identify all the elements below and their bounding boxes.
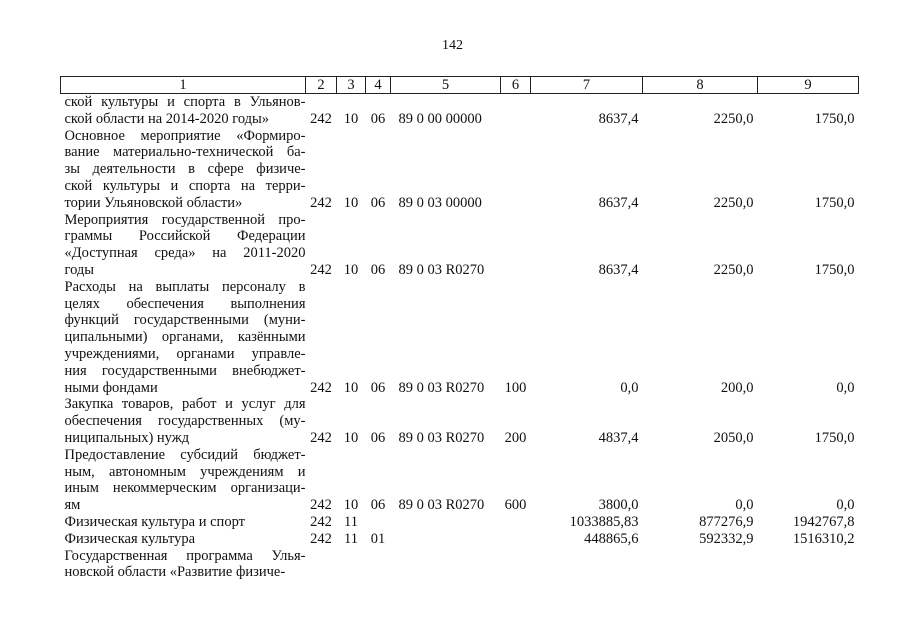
description-line: Государственная программа Улья-: [64, 547, 306, 564]
amount-col-8: [643, 548, 758, 582]
description-line: ния государственными внебюджет-: [64, 362, 306, 379]
amount-col-8: 0,0: [735, 497, 754, 514]
page-number: 142: [442, 38, 463, 53]
header-col-2: 2: [306, 77, 337, 94]
subsection-code: 06: [370, 379, 386, 396]
row-description: [61, 94, 306, 128]
amount-col-7: 0,0: [620, 379, 639, 396]
description-line: зы деятельности в сфере физиче-: [64, 161, 306, 178]
table-row: [61, 447, 859, 514]
description-line: Расходы на выплаты персоналу в: [64, 278, 306, 295]
expense-type-code: [501, 128, 531, 212]
header-col-7: 7: [531, 77, 643, 94]
section-code: 10: [343, 379, 359, 396]
description-line: Физическая культура: [64, 530, 196, 547]
grbs-code: 242: [310, 530, 332, 547]
amount-col-8: 2050,0: [713, 429, 754, 446]
description-line: Основное мероприятие «Формиро-: [64, 127, 306, 144]
target-article-code: [391, 548, 501, 582]
row-description: [61, 396, 306, 446]
description-line: ниципальных) нужд: [64, 429, 190, 446]
section-code: 10: [343, 194, 359, 211]
subsection-code: 06: [370, 194, 386, 211]
grbs-code: 242: [310, 110, 332, 127]
header-col-3: 3: [337, 77, 366, 94]
table-header: [61, 77, 859, 94]
description-line: ям: [64, 497, 81, 514]
header-col-6: 6: [501, 77, 531, 94]
grbs-code: 242: [310, 379, 332, 396]
grbs-code: [306, 548, 337, 582]
expense-type-code: [501, 548, 531, 582]
description-line: Мероприятия государственной про-: [64, 211, 306, 228]
budget-table-sheet: [60, 76, 858, 581]
grbs-code: 242: [310, 497, 332, 514]
subsection-code: [366, 548, 391, 582]
description-line: вание материально-технической ба-: [64, 144, 306, 161]
subsection-code: 06: [370, 497, 386, 514]
description-line: Закупка товаров, работ и услуг для: [64, 396, 306, 413]
table-row: [61, 94, 859, 128]
target-article-code: 89 0 03 R0270: [398, 429, 485, 446]
target-article-code: 89 0 03 R0270: [398, 261, 485, 278]
description-line: функций государственными (муни-: [64, 312, 306, 329]
table-row: [61, 396, 859, 446]
amount-col-8: 200,0: [720, 379, 754, 396]
description-line: иным некоммерческим организаци-: [64, 480, 306, 497]
row-description: [61, 212, 306, 279]
description-line: ными фондами: [64, 379, 158, 396]
row-description: [61, 548, 306, 582]
target-article-code: 89 0 00 00000: [398, 110, 482, 127]
amount-col-7: 8637,4: [598, 110, 639, 127]
amount-col-8: 2250,0: [713, 261, 754, 278]
table-row: [61, 279, 859, 397]
header-row: [61, 77, 859, 94]
amount-col-7: [531, 548, 643, 582]
table-row: [61, 548, 859, 582]
amount-col-9: 1942767,8: [792, 513, 855, 530]
section-code: 10: [343, 429, 359, 446]
description-line: ской области на 2014-2020 годы»: [64, 110, 270, 127]
target-article-code: [391, 514, 501, 531]
amount-col-9: 1750,0: [814, 110, 855, 127]
target-article-code: 89 0 03 00000: [398, 194, 482, 211]
budget-table: [60, 76, 859, 581]
description-line: ской культуры и спорта в Ульянов-: [64, 94, 306, 110]
amount-col-8: 877276,9: [699, 513, 754, 530]
amount-col-7: 448865,6: [584, 530, 639, 547]
amount-col-7: 8637,4: [598, 261, 639, 278]
table-row: [61, 514, 859, 531]
expense-type-code: 200: [504, 429, 527, 446]
description-line: целях обеспечения выполнения: [64, 295, 306, 312]
description-line: Предоставление субсидий бюджет-: [64, 446, 306, 463]
section-code: 11: [344, 513, 358, 530]
amount-col-9: 0,0: [836, 497, 855, 514]
row-description: [61, 531, 306, 548]
subsection-code: [366, 514, 391, 531]
description-line: учреждениями, органами управле-: [64, 345, 306, 362]
amount-col-9: 0,0: [836, 379, 855, 396]
expense-type-code: [501, 531, 531, 548]
subsection-code: 06: [370, 429, 386, 446]
target-article-code: [391, 531, 501, 548]
grbs-code: 242: [310, 513, 332, 530]
amount-col-8: 592332,9: [699, 530, 754, 547]
description-line: ципальными) органами, казёнными: [64, 329, 306, 346]
row-description: [61, 128, 306, 212]
header-col-1: 1: [61, 77, 306, 94]
description-line: граммы Российской Федерации: [64, 228, 306, 245]
description-line: «Доступная среда» на 2011-2020: [64, 245, 306, 262]
header-col-5: 5: [391, 77, 501, 94]
table-row: [61, 531, 859, 548]
amount-col-8: 2250,0: [713, 194, 754, 211]
subsection-code: 01: [370, 530, 386, 547]
amount-col-7: 3800,0: [598, 497, 639, 514]
section-code: 10: [343, 497, 359, 514]
section-code: 10: [343, 110, 359, 127]
description-line: ской культуры и спорта на терри-: [64, 177, 306, 194]
row-description: [61, 514, 306, 531]
expense-type-code: [501, 514, 531, 531]
amount-col-8: 2250,0: [713, 110, 754, 127]
target-article-code: 89 0 03 R0270: [398, 379, 485, 396]
amount-col-7: 4837,4: [598, 429, 639, 446]
table-row: [61, 212, 859, 279]
target-article-code: 89 0 03 R0270: [398, 497, 485, 514]
header-col-9: 9: [758, 77, 859, 94]
amount-col-9: 1750,0: [814, 429, 855, 446]
amount-col-9: [758, 548, 859, 582]
grbs-code: 242: [310, 429, 332, 446]
description-line: обеспечения государственных (му-: [64, 413, 306, 430]
amount-col-7: 8637,4: [598, 194, 639, 211]
section-code: 11: [344, 530, 358, 547]
grbs-code: 242: [310, 261, 332, 278]
amount-col-7: 1033885,83: [569, 513, 639, 530]
description-line: Физическая культура и спорт: [64, 513, 245, 530]
expense-type-code: 600: [504, 497, 527, 514]
description-line: тории Ульяновской области»: [64, 194, 243, 211]
amount-col-9: 1750,0: [814, 194, 855, 211]
table-row: [61, 128, 859, 212]
table-body: [61, 94, 859, 582]
header-col-8: 8: [643, 77, 758, 94]
section-code: [337, 548, 366, 582]
amount-col-9: 1516310,2: [792, 530, 855, 547]
description-line: новской области «Развитие физиче-: [64, 564, 286, 581]
subsection-code: 06: [370, 110, 386, 127]
grbs-code: 242: [310, 194, 332, 211]
expense-type-code: 100: [504, 379, 527, 396]
amount-col-9: 1750,0: [814, 261, 855, 278]
row-description: [61, 447, 306, 514]
description-line: годы: [64, 261, 95, 278]
section-code: 10: [343, 261, 359, 278]
row-description: [61, 279, 306, 397]
expense-type-code: [501, 94, 531, 128]
subsection-code: 06: [370, 261, 386, 278]
header-col-4: 4: [366, 77, 391, 94]
description-line: ным, автономным учреждениям и: [64, 463, 306, 480]
expense-type-code: [501, 212, 531, 279]
